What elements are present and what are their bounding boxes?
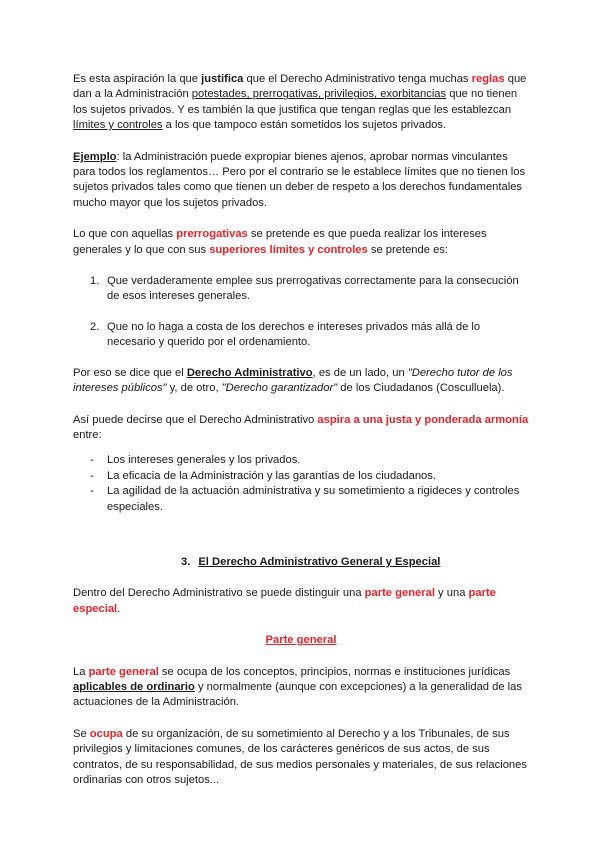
paragraph-justifica — [73, 72, 529, 134]
text-run: , es de un lado, un — [312, 366, 408, 379]
text-run: y una — [434, 587, 469, 600]
paragraph-partes — [73, 586, 529, 617]
highlight-parte-general: parte general — [88, 665, 159, 678]
text-run: se pretende es que pueda realizar los intereses generales y lo que con sus — [73, 228, 487, 256]
list-dash: - — [90, 454, 94, 467]
bold-derecho-administrativo: Derecho Administrativo — [186, 366, 313, 379]
list-item — [73, 469, 529, 484]
text-run: que dan a la Administración — [73, 73, 527, 101]
quote-tutor: "Derecho tutor de los intereses públicos" — [73, 366, 513, 395]
list-item — [73, 274, 529, 305]
text-run: Lo que con aquellas — [73, 228, 177, 241]
list-dash: - — [90, 485, 94, 498]
paragraph-por-eso — [73, 366, 529, 397]
document-body — [73, 72, 529, 804]
paragraph-ocupa — [73, 727, 529, 789]
section-title: El Derecho Administrativo General y Especial — [198, 555, 441, 568]
list-item-text: Que no lo haga a costa de los derechos e intereses privados más allá de lo necesario y querido por el ordenamiento. — [107, 320, 481, 349]
underlined-limites: límites y controles — [73, 119, 163, 132]
ordered-list — [73, 274, 529, 351]
paragraph-armonia — [73, 413, 529, 444]
text-run: que el Derecho Administrativo tenga muchas — [243, 73, 472, 85]
text-run: : la Administración puede expropiar bienes ajenos, aprobar normas vinculantes para todos los reglamentos… Pero por el contrario se le establece límites que no tienen los sujetos privados tales como que tienen un deber de respeto a los derechos fundamentales mucho mayor que los sujetos privados. — [73, 150, 526, 209]
text-run: de los Ciudadanos (Cosculluela). — [337, 382, 505, 395]
underlined-potestades: potestades, prerrogativas, privilegios, exorbitancias — [191, 88, 447, 101]
subheading-parte-general: Parte general — [265, 634, 337, 647]
text-run: La — [73, 665, 89, 678]
highlight-parte-especial: parte especial — [73, 587, 496, 615]
quote-garantizador: "Derecho garantizador" — [221, 382, 338, 395]
text-run: . — [117, 602, 121, 615]
paragraph-parte-general — [73, 665, 529, 711]
text-run: entre: — [73, 428, 102, 441]
highlight-prerrogativas: prerrogativas — [176, 228, 248, 241]
bold-justifica: justifica — [201, 73, 244, 85]
text-run: Dentro del Derecho Administrativo se puede distinguir una — [73, 587, 365, 600]
highlight-reglas: reglas — [471, 73, 505, 85]
bold-aplicables: aplicables de ordinario — [73, 680, 195, 693]
text-run: que no tienen los sujetos privados. Y es también la que justifica que tengan reglas que les establezcan — [73, 88, 518, 116]
text-run: Así puede decirse que el Derecho Administrativo — [73, 413, 318, 426]
highlight-limites-controles: superiores límites y controles — [209, 243, 368, 256]
paragraph-ejemplo — [73, 150, 529, 212]
paragraph-prerrogativas — [73, 227, 529, 258]
section-heading — [73, 555, 529, 570]
subheading — [73, 633, 529, 648]
text-run: de su organización, de su sometimiento al Derecho y a los Tribunales, de sus privilegios y limitaciones comunes, de los carácteres genéricos de sus actos, de sus contratos, de su responsabilidad, de sus medios personales y materiales, de sus relaciones ordinarias con otros sujetos... — [73, 727, 527, 786]
highlight-ocupa: ocupa — [89, 727, 123, 740]
text-run: y, de otro, — [166, 382, 222, 395]
text-run: se ocupa de los conceptos, principios, normas e instituciones jurídicas — [158, 665, 511, 678]
list-item-text: Los intereses generales y los privados. — [107, 454, 301, 467]
list-item — [73, 484, 529, 515]
list-item-text: La eficacia de la Administración y las garantías de los ciudadanos. — [107, 469, 436, 482]
section-number: 3. — [181, 555, 191, 568]
text-run: a los que tampoco están sometidos los sujetos privados. — [162, 119, 447, 132]
list-item — [73, 453, 529, 468]
text-run: Por eso se dice que el — [73, 366, 187, 379]
list-item — [73, 320, 529, 351]
text-run: y normalmente (aunque con excepciones) a la generalidad de las actuaciones de la Administración. — [73, 680, 522, 709]
text-run: Se — [73, 727, 90, 740]
text-run: se pretende es: — [367, 243, 448, 256]
highlight-armonia: aspira a una justa y ponderada armonía — [317, 413, 529, 426]
dash-list — [73, 453, 529, 515]
list-number: 1. — [90, 275, 100, 288]
list-number: 2. — [90, 320, 100, 333]
list-item-text: La agilidad de la actuación administrativa y su sometimiento a rigideces y controles especiales. — [107, 485, 520, 513]
text-run: Es esta aspiración la que — [73, 73, 202, 85]
list-dash: - — [90, 469, 94, 482]
highlight-parte-general: parte general — [364, 587, 435, 600]
example-label: Ejemplo — [73, 150, 117, 163]
list-item-text: Que verdaderamente emplee sus prerrogativas correctamente para la consecución de esos intereses generales. — [107, 275, 519, 303]
